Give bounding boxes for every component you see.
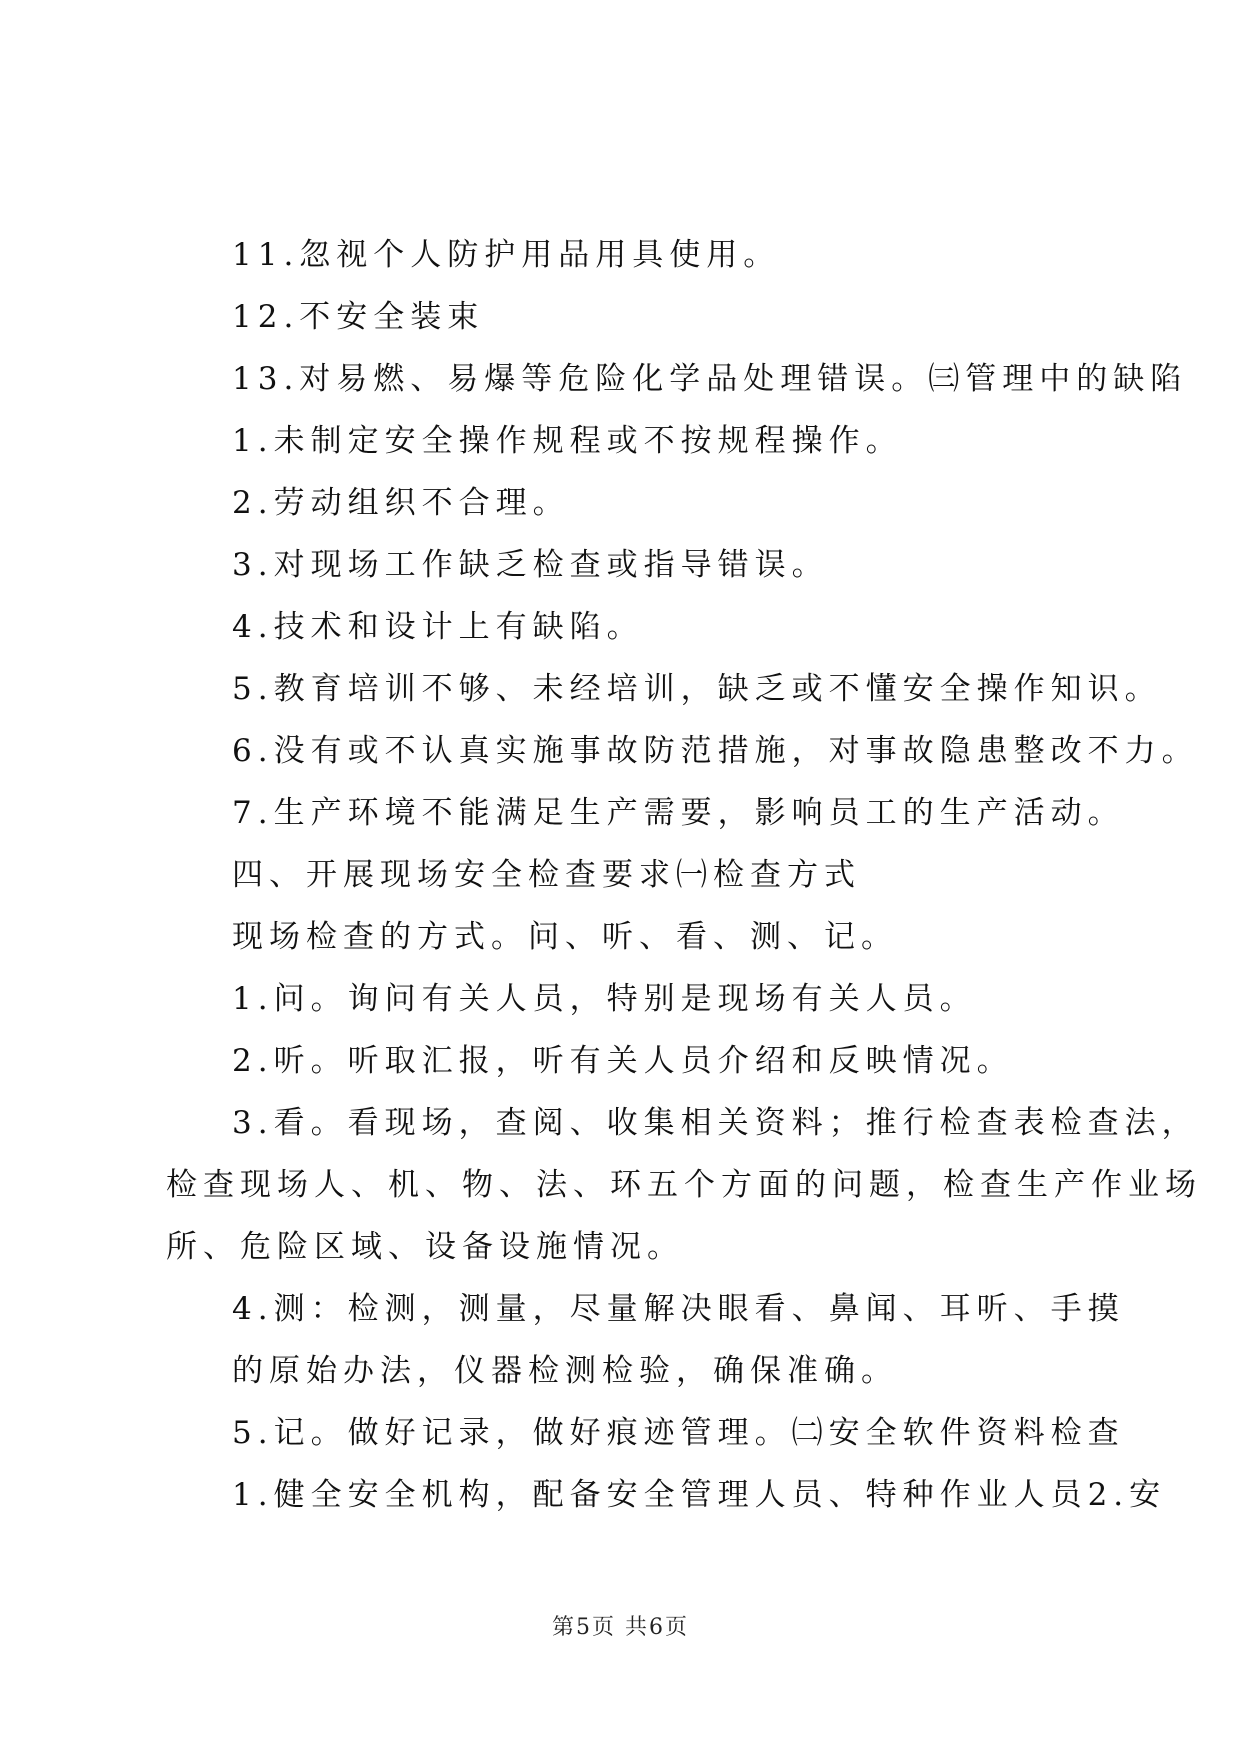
text-line: 5.记。做好记录，做好痕迹管理。㈡安全软件资料检查 [232,1415,1125,1451]
section-heading: 四、开展现场安全检查要求㈠检查方式 [232,857,861,893]
text-line: 7.生产环境不能满足生产需要，影响员工的生产活动。 [232,795,1125,831]
text-line: 11.忽视个人防护用品用具使用。 [232,237,781,273]
text-line: 现场检查的方式。问、听、看、测、记。 [232,919,898,955]
text-line: 3.看。看现场，查阅、收集相关资料；推行检查表检查法， [232,1105,1199,1141]
text-line: 所、危险区域、设备设施情况。 [166,1229,684,1265]
text-line: 的原始办法，仪器检测检验，确保准确。 [232,1353,898,1389]
text-line: 5.教育培训不够、未经培训，缺乏或不懂安全操作知识。 [232,671,1162,707]
page-number-footer: 第5页 共6页 [552,1615,689,1640]
text-line: 2.听。听取汇报，听有关人员介绍和反映情况。 [232,1043,1014,1079]
text-line: 1.健全安全机构，配备安全管理人员、特种作业人员2.安 [232,1477,1167,1513]
text-line: 1.未制定安全操作规程或不按规程操作。 [232,423,903,459]
text-line: 2.劳动组织不合理。 [232,485,570,521]
text-line: 12.不安全装束 [232,299,485,335]
text-line: 检查现场人、机、物、法、环五个方面的问题，检查生产作业场 [166,1167,1202,1203]
text-line: 1.问。询问有关人员，特别是现场有关人员。 [232,981,977,1017]
text-line: 4.技术和设计上有缺陷。 [232,609,644,645]
text-line: 4.测：检测，测量，尽量解决眼看、鼻闻、耳听、手摸 [232,1291,1125,1327]
text-line: 3.对现场工作缺乏检查或指导错误。 [232,547,829,583]
text-line: 6.没有或不认真实施事故防范措施，对事故隐患整改不力。 [232,733,1199,769]
text-line: 13.对易燃、易爆等危险化学品处理错误。㈢管理中的缺陷 [232,361,1188,397]
